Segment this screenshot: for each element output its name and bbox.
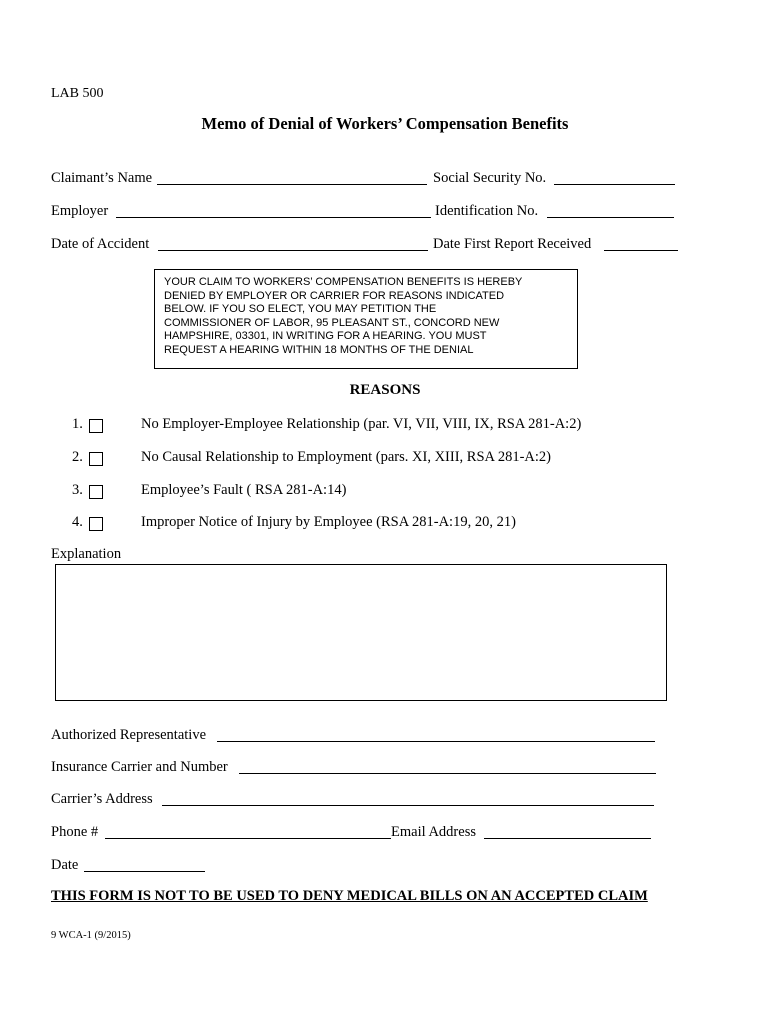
reason-number: 3.	[72, 482, 83, 498]
date-of-accident-field[interactable]	[158, 250, 428, 251]
footer-notice: THIS FORM IS NOT TO BE USED TO DENY MEDICAL BILLS ON AN ACCEPTED CLAIM	[51, 888, 648, 904]
carrier-address-label: Carrier’s Address	[51, 791, 153, 807]
reason-3-checkbox[interactable]	[89, 485, 103, 499]
employer-label: Employer	[51, 203, 109, 219]
email-field[interactable]	[484, 838, 651, 839]
date-field[interactable]	[84, 871, 205, 872]
carrier-number-field[interactable]	[239, 773, 656, 774]
notice-line: REQUEST A HEARING WITHIN 18 MONTHS OF THE DENIAL	[164, 343, 474, 356]
explanation-textarea[interactable]	[55, 564, 667, 701]
phone-label: Phone #	[51, 824, 99, 840]
reason-text: Improper Notice of Injury by Employee (RSA 281-A:19, 20, 21)	[141, 514, 516, 530]
reason-text: No Causal Relationship to Employment (pars. XI, XIII, RSA 281-A:2)	[141, 449, 551, 465]
carrier-number-label: Insurance Carrier and Number	[51, 759, 228, 775]
form-code: LAB 500	[51, 86, 104, 101]
notice-line: YOUR CLAIM TO WORKERS’ COMPENSATION BENEFITS IS HEREBY	[164, 276, 523, 288]
email-label: Email Address	[391, 824, 476, 840]
employer-field[interactable]	[116, 217, 431, 218]
ssn-field[interactable]	[554, 184, 675, 185]
reason-number: 2.	[72, 449, 83, 465]
reason-text: Employee’s Fault ( RSA 281-A:14)	[141, 482, 347, 498]
notice-line: COMMISSIONER OF LABOR, 95 PLEASANT ST., CONCORD NEW	[164, 316, 500, 329]
reason-1-checkbox[interactable]	[89, 419, 103, 433]
reason-number: 1.	[72, 416, 83, 432]
claimant-name-field[interactable]	[157, 184, 427, 185]
notice-line: BELOW. IF YOU SO ELECT, YOU MAY PETITION THE	[164, 303, 437, 316]
date-first-report-field[interactable]	[604, 250, 678, 251]
explanation-label: Explanation	[51, 546, 122, 562]
date-of-accident-label: Date of Accident	[51, 236, 150, 252]
phone-field[interactable]	[105, 838, 391, 839]
notice-line: HAMPSHIRE, 03301, IN WRITING FOR A HEARING. YOU MUST	[164, 330, 487, 343]
form-title: Memo of Denial of Workers’ Compensation Benefits	[201, 114, 569, 133]
reason-4-checkbox[interactable]	[89, 517, 103, 531]
form-number: 9 WCA-1 (9/2015)	[51, 930, 131, 941]
reasons-heading: REASONS	[349, 382, 421, 398]
date-first-report-label: Date First Report Received	[433, 236, 592, 252]
authorized-rep-label: Authorized Representative	[51, 727, 207, 743]
ssn-label: Social Security No.	[433, 170, 547, 186]
denial-notice-box	[154, 269, 578, 369]
carrier-address-field[interactable]	[162, 805, 654, 806]
authorized-rep-field[interactable]	[217, 741, 655, 742]
reason-text: No Employer-Employee Relationship (par. VI, VII, VIII, IX, RSA 281-A:2)	[141, 416, 582, 432]
reason-2-checkbox[interactable]	[89, 452, 103, 466]
identification-field[interactable]	[547, 217, 674, 218]
identification-label: Identification No.	[435, 203, 539, 219]
date-label: Date	[51, 857, 79, 873]
reason-number: 4.	[72, 514, 83, 530]
claimant-name-label: Claimant’s Name	[51, 170, 153, 186]
notice-line: DENIED BY EMPLOYER OR CARRIER FOR REASONS INDICATED	[164, 289, 505, 302]
